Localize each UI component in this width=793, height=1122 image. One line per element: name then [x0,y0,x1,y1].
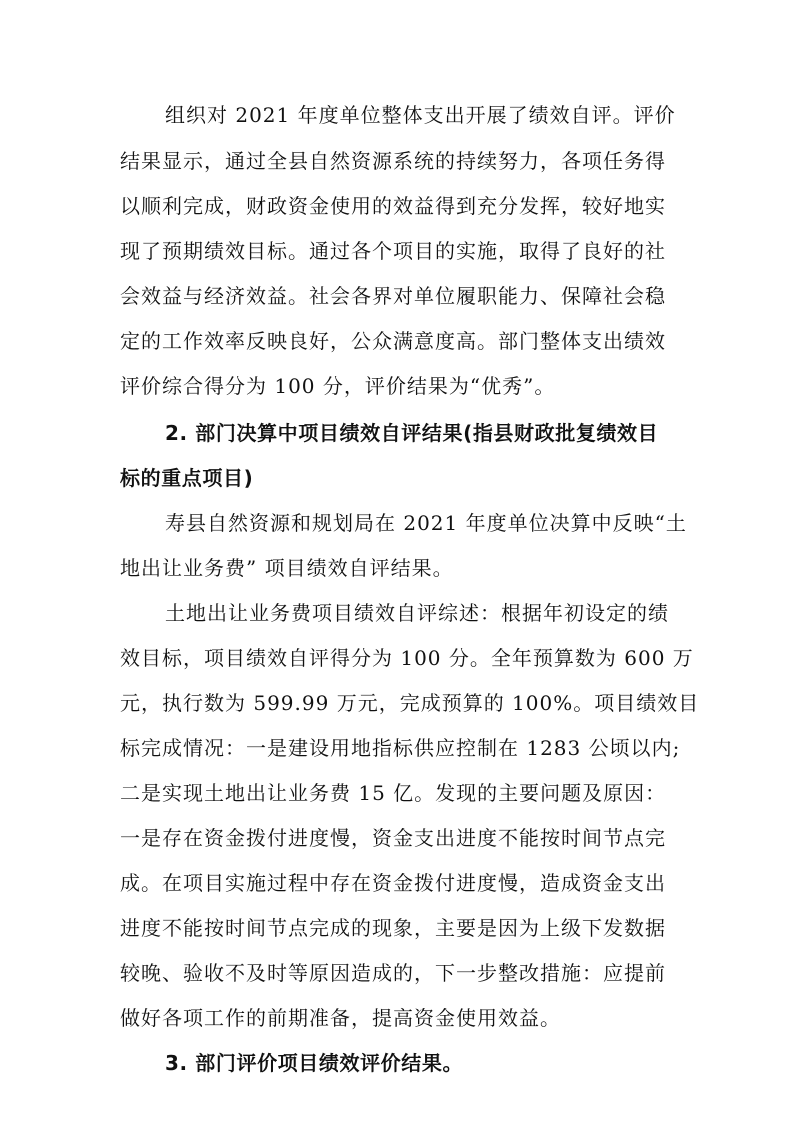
section-heading: 标的重点项目) [120,466,254,490]
paragraph-line: 评价综合得分为 100 分，评价结果为“优秀”。 [120,374,556,398]
paragraph-line: 效目标，项目绩效自评得分为 100 分。全年预算数为 600 万 [120,646,694,670]
paragraph-line: 做好各项工作的前期准备，提高资金使用效益。 [120,1006,561,1030]
paragraph-line: 较晚、验收不及时等原因造成的，下一步整改措施：应提前 [120,961,666,985]
paragraph-line: 定的工作效率反映良好，公众满意度高。部门整体支出绩效 [120,329,666,353]
paragraph-line: 成。在项目实施过程中存在资金拨付进度慢，造成资金支出 [120,871,666,895]
paragraph-line: 二是实现土地出让业务费 15 亿。发现的主要问题及原因： [120,781,667,805]
paragraph-line: 元，执行数为 599.99 万元，完成预算的 100%。项目绩效目 [120,691,700,715]
paragraph-line: 结果显示，通过全县自然资源系统的持续努力，各项任务得 [120,149,666,173]
paragraph-line: 一是存在资金拨付进度慢，资金支出进度不能按时间节点完 [120,826,666,850]
section-heading: 2. 部门决算中项目绩效自评结果(指县财政批复绩效目 [165,421,659,445]
paragraph-line: 标完成情况：一是建设用地指标供应控制在 1283 公顷以内; [120,736,681,760]
paragraph-line: 以顺利完成，财政资金使用的效益得到充分发挥，较好地实 [120,194,666,218]
paragraph-line: 进度不能按时间节点完成的现象，主要是因为上级下发数据 [120,916,666,940]
paragraph-line: 土地出让业务费项目绩效自评综述：根据年初设定的绩 [165,601,669,625]
section-heading: 3. 部门评价项目绩效评价结果。 [165,1051,464,1075]
paragraph-line: 会效益与经济效益。社会各界对单位履职能力、保障社会稳 [120,284,666,308]
paragraph-line: 寿县自然资源和规划局在 2021 年度单位决算中反映“土 [165,511,687,535]
paragraph-line: 现了预期绩效目标。通过各个项目的实施，取得了良好的社 [120,239,666,263]
paragraph-line: 地出让业务费” 项目绩效自评结果。 [120,556,454,580]
paragraph-line: 组织对 2021 年度单位整体支出开展了绩效自评。评价 [165,103,676,127]
